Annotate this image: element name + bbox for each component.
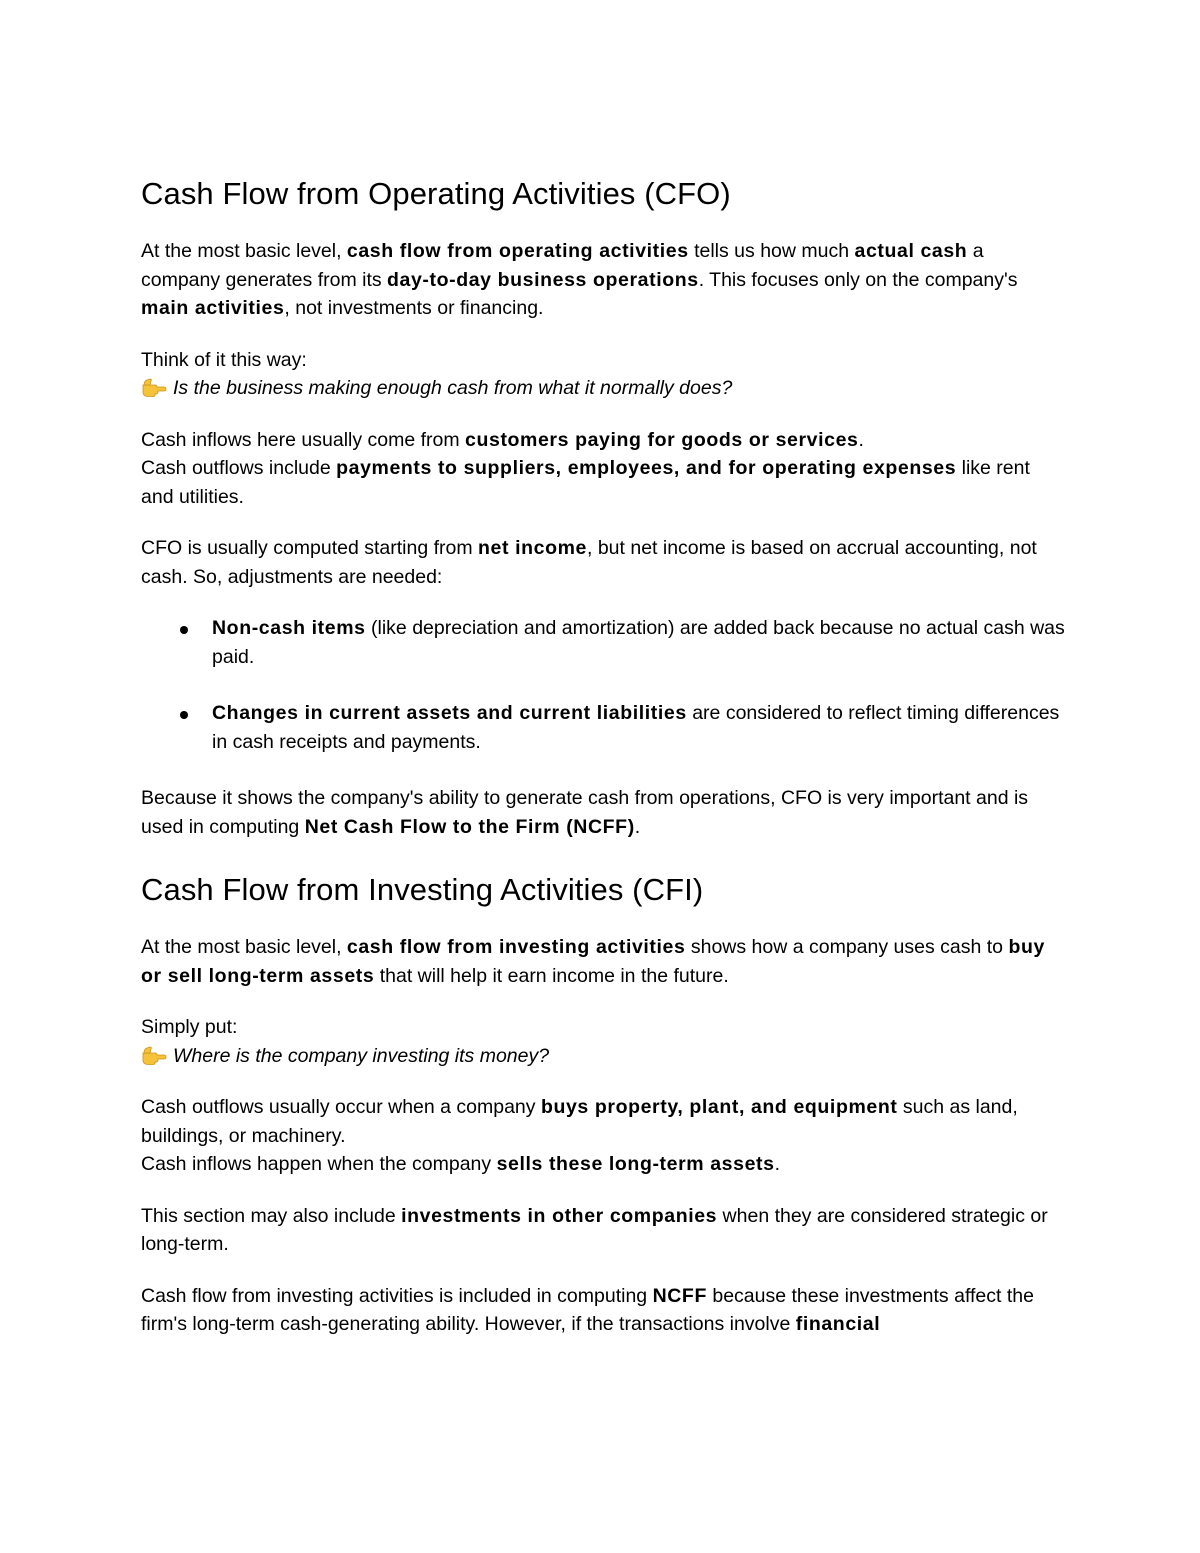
pointing-hand-icon: [141, 1045, 167, 1065]
cfo-think-paragraph: Think of it this way: Is the business making enough cash from what it normally does?: [141, 348, 733, 399]
bullet-dot-icon: [180, 711, 188, 719]
cfi-simply-paragraph: Simply put: Where is the company investing its money?: [141, 1016, 550, 1067]
bullet-dot-icon: [180, 626, 188, 634]
cfo-intro-paragraph: At the most basic level, cash flow from operating activities tells us how much actual cash a company generates from its day-to-day business operations. This focuses only on the company's main activities, not investments or financing.: [141, 240, 1018, 319]
cfo-heading: Cash Flow from Operating Activities (CFO): [141, 176, 731, 211]
cfi-intro-paragraph: At the most basic level, cash flow from investing activities shows how a company uses cash to buy or sell long-term assets that will help it earn income in the future.: [141, 936, 1045, 987]
cfo-flows-paragraph: Cash inflows here usually come from customers paying for goods or services. Cash outflows include payments to suppliers, employees, and for operating expenses like rent and utilities.: [141, 428, 1030, 508]
pointing-hand-icon: [141, 377, 167, 397]
cfo-compute-paragraph: CFO is usually computed starting from net income, but net income is based on accrual accounting, not cash. So, adjustments are needed:: [141, 537, 1037, 588]
list-item: Non-cash items (like depreciation and amortization) are added back because no actual cash was paid.: [212, 614, 1066, 671]
cfo-adjustments-list: [141, 614, 1066, 756]
cfo-closing-paragraph: Because it shows the company's ability to generate cash from operations, CFO is very important and is used in computing Net Cash Flow to the Firm (NCFF).: [141, 787, 1029, 838]
list-item: Changes in current assets and current liabilities are considered to reflect timing differences in cash receipts and payments.: [212, 699, 1066, 756]
cfi-ncff-paragraph: Cash flow from investing activities is included in computing NCFF because these investments affect the firm's long-term cash-generating ability. However, if the transactions involve financial: [141, 1284, 1034, 1335]
cfi-heading: Cash Flow from Investing Activities (CFI): [141, 872, 704, 907]
cfi-also-paragraph: This section may also include investments in other companies when they are considered strategic or long-term.: [141, 1204, 1048, 1255]
cfi-flows-paragraph: Cash outflows usually occur when a company buys property, plant, and equipment such as land, buildings, or machinery. Cash inflows happen when the company sells these long-term assets.: [141, 1096, 1018, 1175]
document-page: [141, 172, 1066, 1362]
